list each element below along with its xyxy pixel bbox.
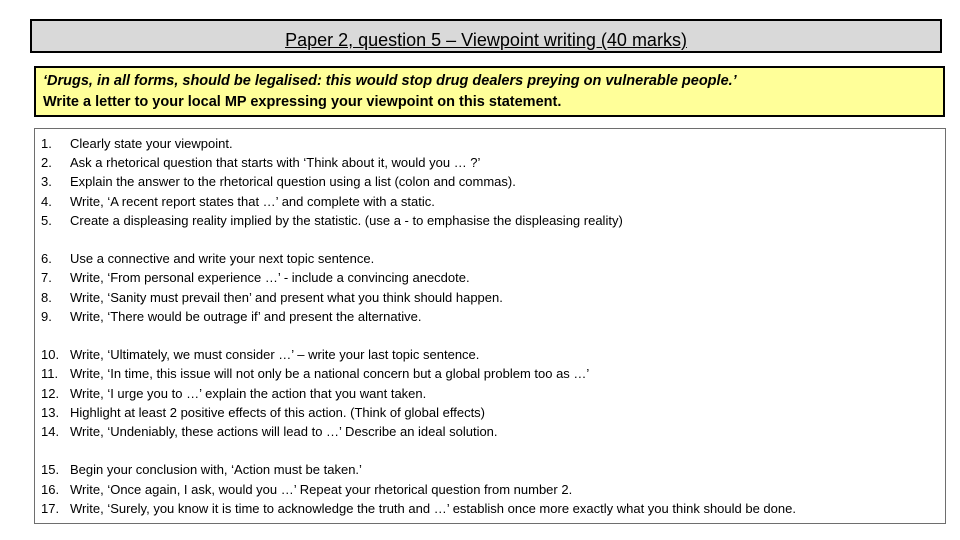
title-banner	[30, 19, 942, 53]
list-item	[41, 134, 945, 153]
list-item	[41, 307, 945, 326]
step-number: 1.	[41, 136, 52, 151]
list-item	[41, 288, 945, 307]
step-group	[41, 345, 945, 441]
step-text: Ask a rhetorical question that starts with ‘Think about it, would you … ?’	[70, 155, 481, 171]
step-number: 12.	[41, 385, 60, 401]
steps-list	[34, 128, 946, 524]
step-number: 16.	[41, 481, 60, 497]
step-text: Highlight at least 2 positive effects of this action. (Think of global effects)	[70, 404, 486, 420]
step-text: Write, ‘Surely, you know it is time to acknowledge the truth and …’ establish once more exactly what you think should be done.	[70, 500, 796, 516]
step-text: Use a connective and write your next topic sentence.	[70, 251, 375, 267]
step-text: Write, ‘From personal experience …’ - include a convincing anecdote.	[70, 270, 470, 286]
step-number: 14.	[41, 424, 60, 440]
list-item	[41, 422, 945, 441]
step-group	[41, 134, 945, 230]
step-number: 9.	[41, 308, 52, 324]
step-number: 10.	[41, 347, 60, 363]
step-number: 4.	[41, 193, 52, 209]
list-item	[41, 364, 945, 383]
step-number: 11.	[41, 366, 59, 382]
prompt-box	[34, 66, 945, 117]
list-item	[41, 384, 945, 403]
step-text: Write, ‘Once again, I ask, would you …’ Repeat your rhetorical question from number 2.	[70, 481, 573, 497]
step-text: Write, ‘Undeniably, these actions will lead to …’ Describe an ideal solution.	[70, 424, 498, 440]
step-number: 17.	[41, 500, 60, 516]
step-number: 7.	[41, 270, 52, 286]
step-text: Create a displeasing reality implied by the statistic. (use a - to emphasise the displeasing reality)	[70, 212, 623, 228]
step-text: Write, ‘I urge you to …’ explain the action that you want taken.	[70, 385, 427, 401]
step-text: Explain the answer to the rhetorical question using a list (colon and commas).	[70, 174, 516, 190]
list-item	[41, 192, 945, 211]
step-text: Write, ‘Ultimately, we must consider …’ – write your last topic sentence.	[70, 347, 480, 363]
step-number: 6.	[41, 251, 52, 267]
step-group	[41, 460, 945, 518]
step-number: 5.	[41, 212, 52, 228]
list-item	[41, 153, 945, 172]
list-item	[41, 211, 945, 230]
step-text: Clearly state your viewpoint.	[70, 136, 233, 151]
step-number: 3.	[41, 174, 52, 190]
step-number: 15.	[41, 462, 60, 478]
list-item	[41, 249, 945, 268]
step-text: Write, ‘In time, this issue will not only be a national concern but a global problem too as …’	[70, 366, 590, 382]
list-item	[41, 268, 945, 287]
list-item	[41, 345, 945, 364]
list-item	[41, 403, 945, 422]
prompt-quote: ‘Drugs, in all forms, should be legalised: this would stop drug dealers preying on vulnerable people.’	[43, 73, 737, 89]
list-item	[41, 460, 945, 479]
step-number: 8.	[41, 289, 52, 305]
step-text: Write, ‘Sanity must prevail then’ and present what you think should happen.	[70, 289, 503, 305]
list-item	[41, 499, 945, 518]
step-group	[41, 249, 945, 326]
prompt-instruction: Write a letter to your local MP expressing your viewpoint on this statement.	[43, 94, 562, 110]
step-text: Write, ‘There would be outrage if’ and present the alternative.	[70, 308, 422, 324]
step-text: Begin your conclusion with, ‘Action must be taken.’	[70, 462, 362, 478]
list-item	[41, 172, 945, 191]
step-text: Write, ‘A recent report states that …’ and complete with a static.	[70, 193, 435, 209]
list-item	[41, 480, 945, 499]
page-title: Paper 2, question 5 – Viewpoint writing (40 marks)	[285, 30, 687, 50]
step-number: 2.	[41, 155, 52, 171]
step-number: 13.	[41, 404, 60, 420]
